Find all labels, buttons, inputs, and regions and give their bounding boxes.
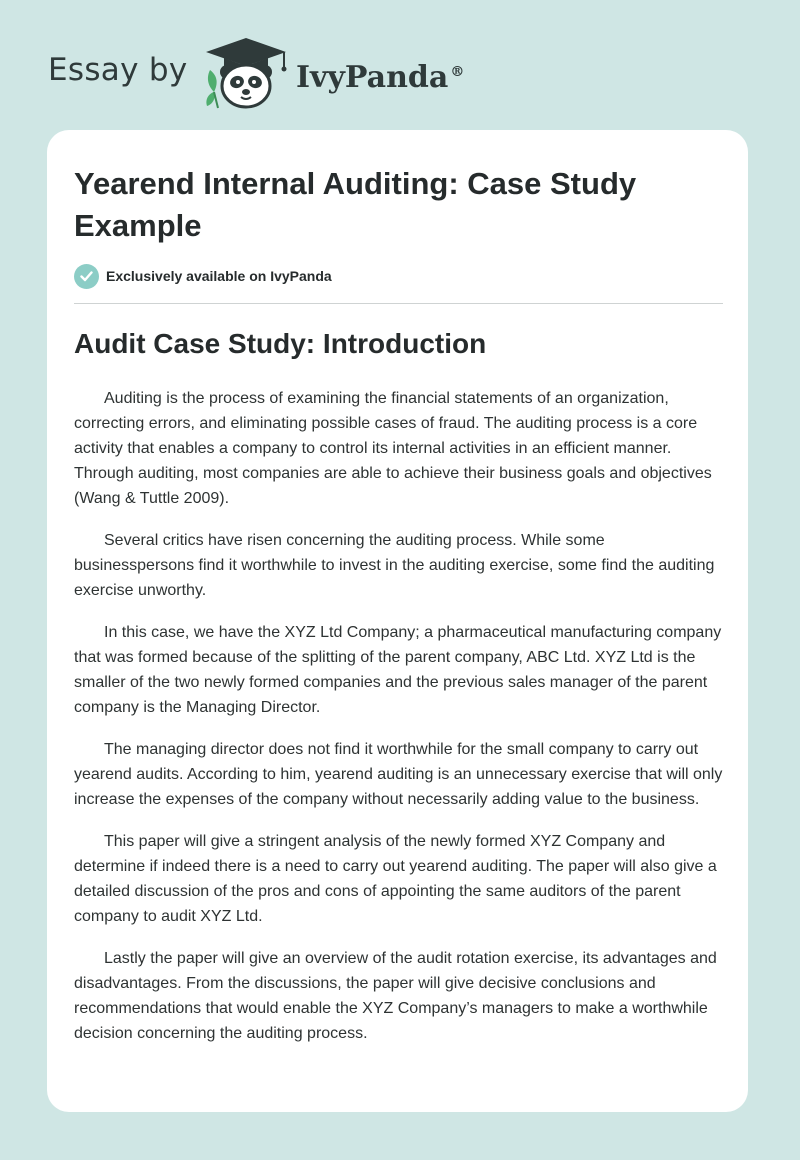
registered-mark: ®	[450, 64, 465, 80]
paragraph: The managing director does not find it worthwhile for the small company to carry out yearend audits. According to him, yearend auditing is an unnecessary exercise that will only increase the expenses of the company without necessarily adding value to the business.	[74, 741, 723, 808]
section-heading: Audit Case Study: Introduction	[74, 328, 487, 359]
article-body	[74, 386, 726, 1063]
paragraph: This paper will give a stringent analysis of the newly formed XYZ Company and determine if indeed there is a need to carry out yearend auditing. The paper will also give a detailed discussion of the pros and cons of appointing the same auditors of the parent company to audit XYZ Ltd.	[74, 833, 717, 925]
exclusive-badge	[74, 262, 332, 290]
badge-label: Exclusively available on IvyPanda	[106, 268, 332, 284]
page-title: Yearend Internal Auditing: Case Study Example	[74, 166, 637, 243]
paragraph: Several critics have risen concerning the auditing process. While some businesspersons find it worthwhile to invest in the auditing exercise, some find the auditing exercise unworthy.	[74, 532, 715, 599]
site-header	[0, 0, 800, 130]
check-icon	[74, 264, 99, 289]
paragraph: Lastly the paper will give an overview of the audit rotation exercise, its advantages and disadvantages. From the discussions, the paper will give decisive conclusions and recommendations that would enable the XYZ Company’s managers to make a worthwhile decision concerning the auditing process.	[74, 950, 717, 1042]
paragraph: Auditing is the process of examining the financial statements of an organization, correcting errors, and eliminating possible cases of fraud. The auditing process is a core activity that enables a company to control its internal activities in an efficient manner. Through auditing, most companies are able to achieve their business goals and objectives (Wang & Tuttle 2009).	[74, 390, 712, 507]
brand-logo-text[interactable]	[296, 52, 464, 98]
paragraph: In this case, we have the XYZ Ltd Company; a pharmaceutical manufacturing company that was formed because of the splitting of the parent company, ABC Ltd. XYZ Ltd is the smaller of the two newly formed companies and the previous sales manager of the parent company is the Managing Director.	[74, 624, 722, 716]
essay-by-label: Essay by	[48, 52, 188, 88]
leaf-icon	[206, 70, 218, 108]
panda-graduate-icon[interactable]	[200, 34, 292, 110]
divider	[74, 303, 723, 304]
brand-name: IvyPanda	[296, 60, 449, 95]
article-card	[47, 130, 748, 1112]
